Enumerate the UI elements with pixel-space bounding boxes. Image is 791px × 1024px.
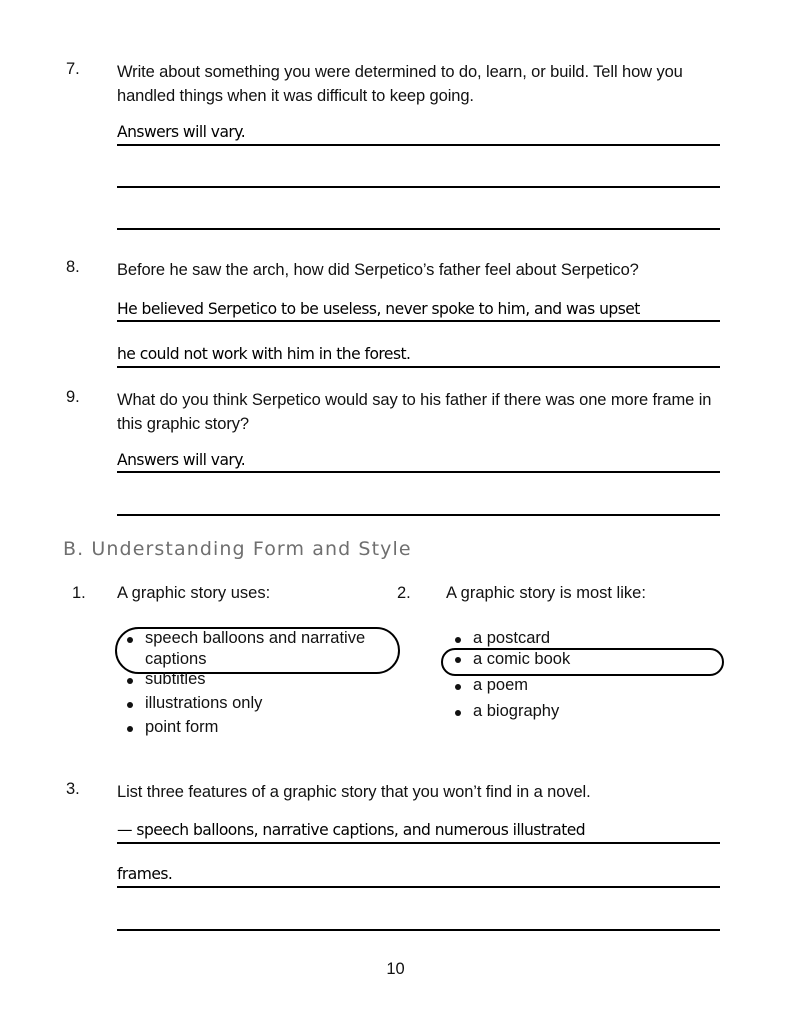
question-7-prompt-line-2: you handled things when it was difficult to keep going. (117, 63, 683, 105)
mc-q2-option-3-bullet-icon (455, 684, 461, 690)
question-7-prompt-line-1: Write about something you were determined to do, learn, or build. Tell how (117, 63, 652, 81)
mc-q1-option-3-bullet-icon (127, 702, 133, 708)
question-b3-answer-rule-1 (117, 842, 720, 844)
mc-q2-option-1-bullet-icon (455, 637, 461, 643)
question-9-prompt (117, 388, 727, 436)
mc-q1-option-2[interactable] (145, 669, 206, 690)
question-b3-answer-line-2-text: frames. (117, 864, 173, 883)
section-b-heading: B. Understanding Form and Style (63, 538, 412, 560)
question-8-answer-line-1-text: He believed Serpetico to be useless, never spoke to him, and was upset (117, 299, 640, 318)
mc-question-2-number: 2. (397, 584, 411, 602)
question-9-answer-rule-1 (117, 471, 720, 473)
question-b3-answer-rule-2 (117, 886, 720, 888)
mc-q1-option-4-label: point form (145, 718, 219, 736)
mc-q2-option-3[interactable] (473, 675, 528, 696)
question-9-prompt-line-2: frame in this graphic story? (117, 391, 712, 433)
mc-q2-option-2[interactable] (473, 649, 570, 670)
mc-question-2-prompt: A graphic story is most like: (446, 584, 646, 602)
question-9-number: 9. (66, 388, 80, 406)
mc-q2-option-4-bullet-icon (455, 710, 461, 716)
page-number: 10 (386, 960, 405, 978)
mc-q2-option-2-bullet-icon (455, 657, 461, 663)
mc-q2-option-2-label: a comic book (473, 650, 571, 668)
mc-q1-option-1-label-cont: captions (145, 650, 207, 668)
question-8-answer-rule-1 (117, 320, 720, 322)
question-7-answer-line-1-text: Answers will vary. (117, 122, 246, 141)
mc-q2-option-1-label: a postcard (473, 629, 551, 647)
question-b3-prompt: List three features of a graphic story that you won’t find in a novel. (117, 783, 591, 801)
mc-q1-option-4-bullet-icon (127, 726, 133, 732)
question-7-answer-rule-1 (117, 144, 720, 146)
mc-q1-option-2-bullet-icon (127, 678, 133, 684)
question-8-number: 8. (66, 258, 80, 276)
mc-q1-option-4[interactable] (145, 717, 218, 738)
question-9-answer-rule-2 (117, 514, 720, 516)
question-b3-answer-rule-3 (117, 929, 720, 931)
mc-question-1-number: 1. (72, 584, 86, 602)
question-8-answer-line-2-text: he could not work with him in the forest. (117, 344, 411, 363)
mc-q2-option-3-label: a poem (473, 676, 529, 694)
question-7-answer-rule-3 (117, 228, 720, 230)
mc-q1-option-2-label: subtitles (145, 670, 206, 688)
mc-q1-option-3[interactable] (145, 693, 262, 714)
question-9-answer-line-1-text: Answers will vary. (117, 450, 246, 469)
question-7-answer-rule-2 (117, 186, 720, 188)
mc-q1-option-3-label: illustrations only (145, 694, 263, 712)
mc-q1-option-1-label: speech balloons and narrative (145, 629, 366, 647)
mc-q1-option-1[interactable] (145, 628, 395, 670)
mc-q2-option-1[interactable] (473, 628, 550, 649)
question-9-prompt-line-1: What do you think Serpetico would say to his father if there was one more (117, 391, 649, 409)
question-7-number: 7. (66, 60, 80, 78)
question-8-answer-rule-2 (117, 366, 720, 368)
mc-q2-option-4[interactable] (473, 701, 559, 722)
question-b3-answer-line-1-text: — speech balloons, narrative captions, and numerous illustrated (117, 820, 586, 839)
question-b3-number: 3. (66, 780, 80, 798)
question-7-prompt (117, 60, 727, 108)
question-8-prompt: Before he saw the arch, how did Serpetico’s father feel about Serpetico? (117, 261, 639, 279)
mc-q1-option-1-bullet-icon (127, 637, 133, 643)
mc-q2-option-4-label: a biography (473, 702, 560, 720)
mc-question-1-prompt: A graphic story uses: (117, 584, 271, 602)
